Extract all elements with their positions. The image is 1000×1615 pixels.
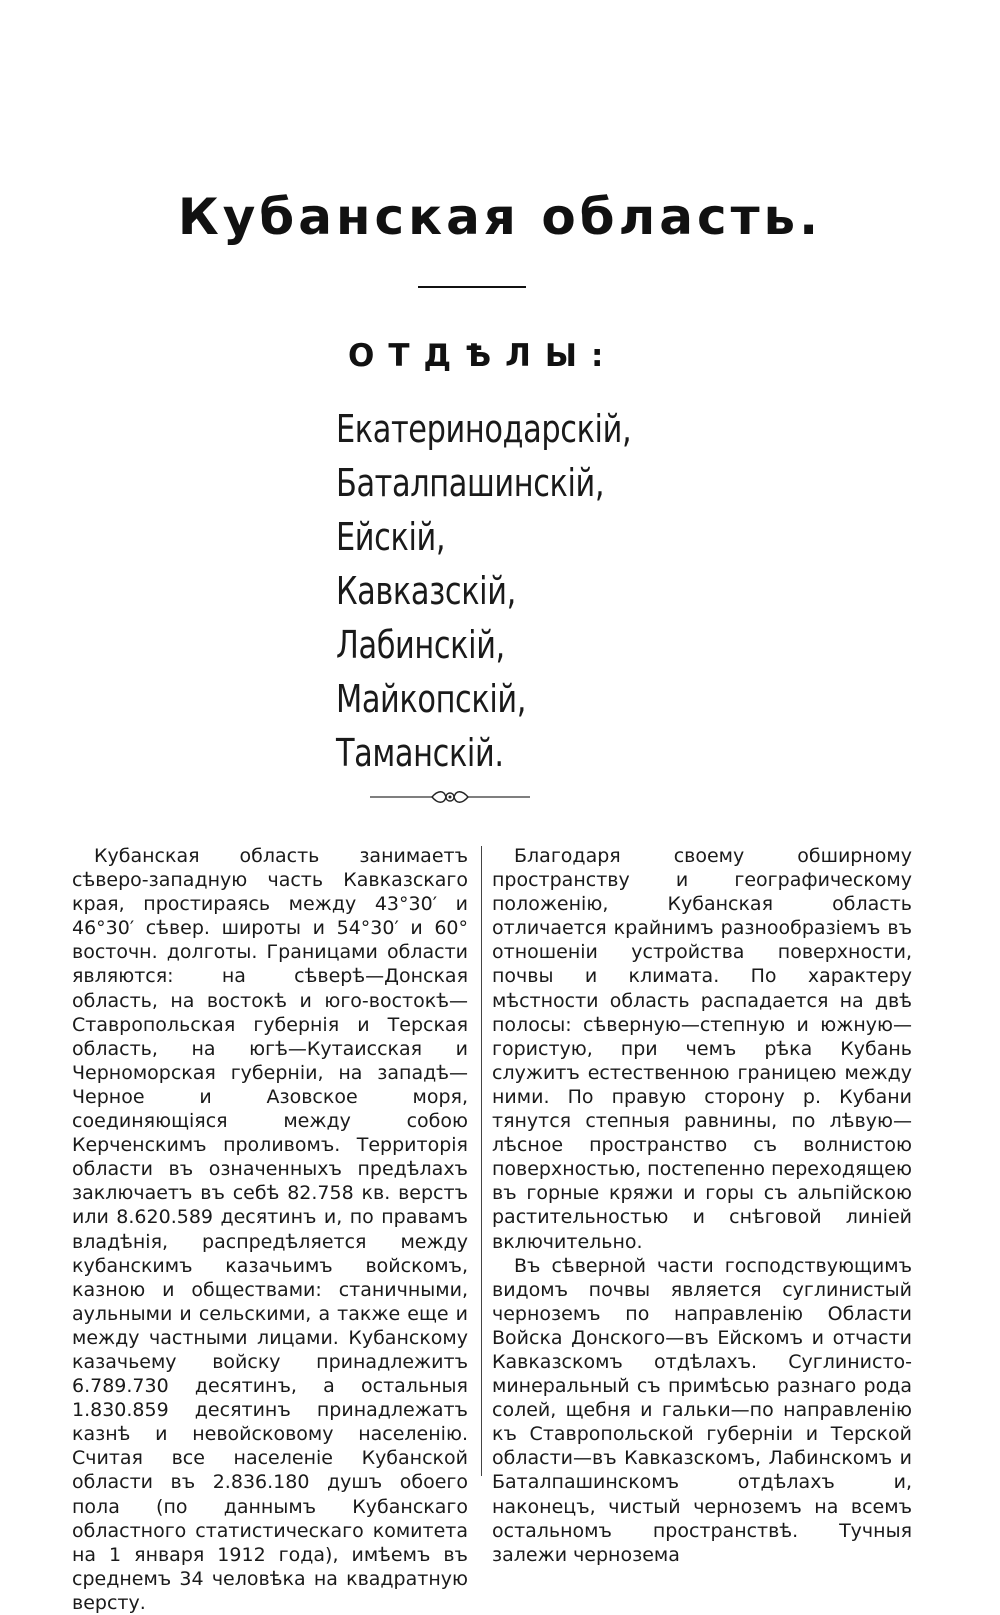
department-item: Ейскій, <box>336 515 446 559</box>
right-text-column <box>492 844 912 1567</box>
department-item: Баталпашинскій, <box>336 461 605 505</box>
paragraph: Благодаря своему обширному пространству и географическому положенію, Кубанская область отличается крайнимъ разнообразіемъ въ отношеніи устройства поверхности, почвы и климата. По характеру мѣстности область распадается на двѣ полосы: сѣверную—степную и южную—гористую, при чемъ рѣка Кубань служитъ естественною границею между ними. По правую сторону р. Кубани тянутся степныя равнины, по лѣвую—лѣсное пространство съ волнистою поверхностью, постепенно переходящею въ горные кряжи и горы съ альпійскою растительностью и снѣговой линіей включительно. <box>492 845 912 1253</box>
paragraph: Кубанская область занимаетъ сѣверо-западную часть Кавказскаго края, простираясь между 43°30′ и 46°30′ сѣвер. широты и 54°30′ и 60° восточн. долготы. Границами области являются: на сѣверѣ—Донская область, на востокѣ и юго-востокѣ—Ставропольская губернія и Терская область, на югѣ—Кутаисская и Черноморская губерніи, на западѣ—Черное и Азовское моря, соединяющіяся между собою Керченскимъ проливомъ. Территорія области въ означенныхъ предѣлахъ заключаетъ въ себѣ 82.758 кв. верстъ или 8.620.589 десятинъ и, по правамъ владѣнія, распредѣляется между кубанскимъ казачьимъ войскомъ, казною и обществами: станичными, аульными и сельскими, а также еще и между частными лицами. Кубанскому казачьему войску принадлежитъ 6.789.730 десятинъ, а остальныя 1.830.859 десятинъ принадлежатъ казнѣ и невойсковому населенію. Считая все населеніе Кубанской области въ 2.836.180 душъ обоего пола (по даннымъ Кубанскаго областного статистическаго комитета на 1 января 1912 года), имѣемъ въ среднемъ 34 человѣка на квадратную версту. <box>72 845 468 1614</box>
department-item: Таманскій. <box>336 731 504 775</box>
left-text-column <box>72 844 468 1615</box>
title-rule <box>418 286 526 288</box>
paragraph: Въ сѣверной части господствующимъ видомъ почвы является суглинистый черноземъ по направленію Области Войска Донского—въ Ейскомъ и отчасти Кавказскомъ отдѣлахъ. Суглинисто-минеральный съ примѣсью разнаго рода солей, щебня и гальки—по направленію къ Ставропольской губерніи и Терской области—въ Кавказскомъ, Лабинскомъ и Баталпашинскомъ отдѣлахъ и, наконецъ, чистый черноземъ на всемъ остальномъ пространствѣ. Тучныя залежи чернозема <box>492 1254 912 1566</box>
column-divider <box>481 846 482 1476</box>
department-item: Майкопскій, <box>336 677 526 721</box>
ornament-divider <box>370 786 530 808</box>
department-item: Екатеринодарскій, <box>336 407 632 451</box>
department-item: Лабинскій, <box>336 623 505 667</box>
page-title: Кубанская область. <box>177 188 823 246</box>
department-item: Кавказскій, <box>336 569 516 613</box>
departments-heading: ОТДѢЛЫ: <box>348 338 618 374</box>
departments-list <box>336 402 705 780</box>
